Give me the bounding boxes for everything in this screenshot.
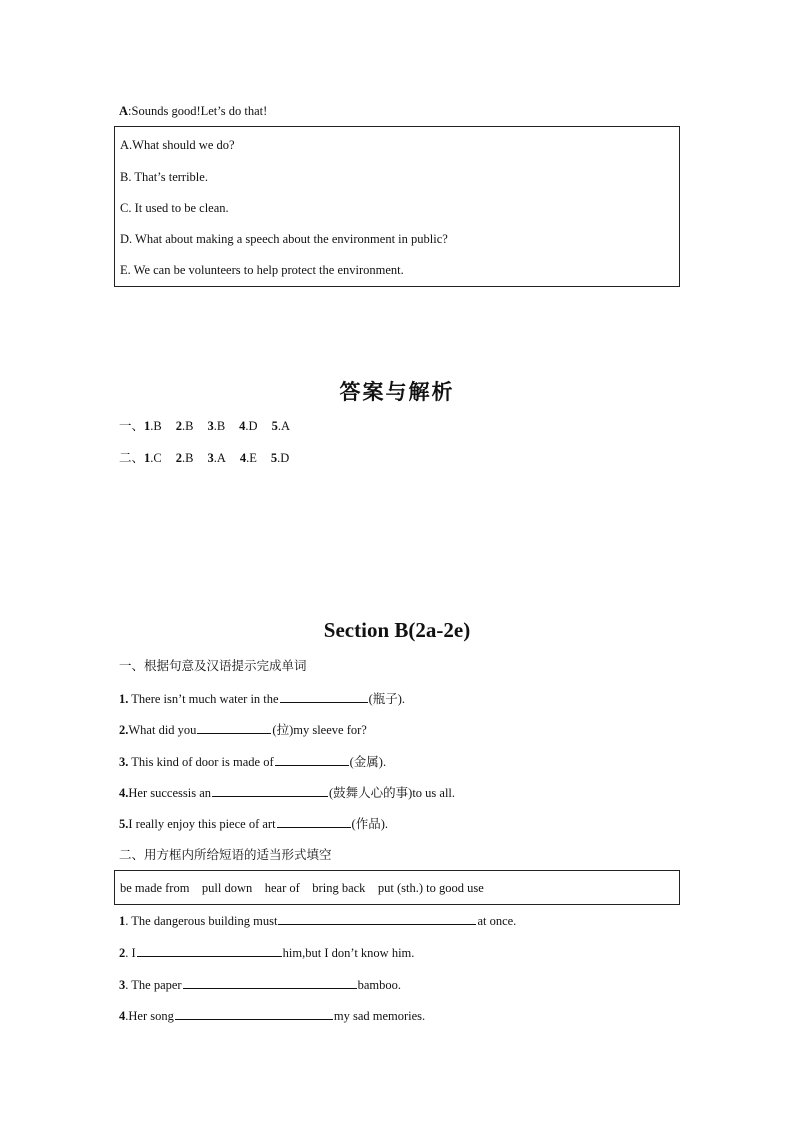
option-a: A.What should we do?	[120, 138, 235, 152]
part2-instruction: 二、用方框内所给短语的适当形式填空	[119, 847, 332, 862]
phrase-list: be made from pull down hear of bring back put (sth.) to good use	[120, 881, 484, 895]
answer-blank[interactable]	[275, 753, 349, 766]
option-b: B. That’s terrible.	[120, 170, 208, 184]
option-e: E. We can be volunteers to help protect the environment.	[120, 263, 404, 277]
answer-blank[interactable]	[278, 912, 476, 925]
answer-blank[interactable]	[212, 784, 328, 797]
part1-item-2: 2.What did you (拉)my sleeve for?	[119, 723, 367, 737]
part1-item-5: 5.I really enjoy this piece of art (作品).	[119, 817, 388, 831]
dialogue-text: :Sounds good!Let’s do that!	[128, 104, 268, 118]
answer-blank[interactable]	[137, 944, 282, 957]
part1-item-4: 4.Her successis an (鼓舞人心的事)to us all.	[119, 786, 456, 800]
part2-item-4: 4.Her song my sad memories.	[119, 1009, 426, 1023]
answers-part2: 二、1.C 2.B 3.A 4.E 5.D	[119, 450, 290, 465]
part1-instruction: 一、根据句意及汉语提示完成单词	[119, 658, 307, 673]
answers-part1-prefix: 一、	[119, 418, 145, 433]
answers-part2-prefix: 二、	[119, 450, 145, 465]
part1-item-3: 3. This kind of door is made of (金属).	[119, 755, 387, 769]
section-title: Section B(2a-2e)	[323, 618, 471, 642]
option-c: C. It used to be clean.	[120, 201, 229, 215]
speaker-label: A	[119, 104, 129, 118]
answer-blank[interactable]	[183, 976, 357, 989]
answer-blank[interactable]	[175, 1007, 333, 1020]
phrase-box	[114, 870, 680, 905]
option-d: D. What about making a speech about the environment in public?	[120, 232, 448, 246]
dialogue-line	[119, 103, 267, 119]
answer-blank[interactable]	[280, 690, 368, 703]
part2-item-2: 2. I him,but I don’t know him.	[119, 946, 415, 960]
answer-title: 答案与解析	[339, 380, 455, 404]
options-box	[114, 126, 680, 287]
answer-blank[interactable]	[197, 721, 271, 734]
part2-item-3: 3. The paper bamboo.	[119, 978, 401, 992]
part2-item-1: 1. The dangerous building must at once.	[119, 914, 517, 928]
answer-blank[interactable]	[277, 815, 351, 828]
part1-item-1: 1. There isn’t much water in the (瓶子).	[119, 692, 406, 706]
answers-part1: 一、1.B 2.B 3.B 4.D 5.A	[119, 418, 290, 433]
